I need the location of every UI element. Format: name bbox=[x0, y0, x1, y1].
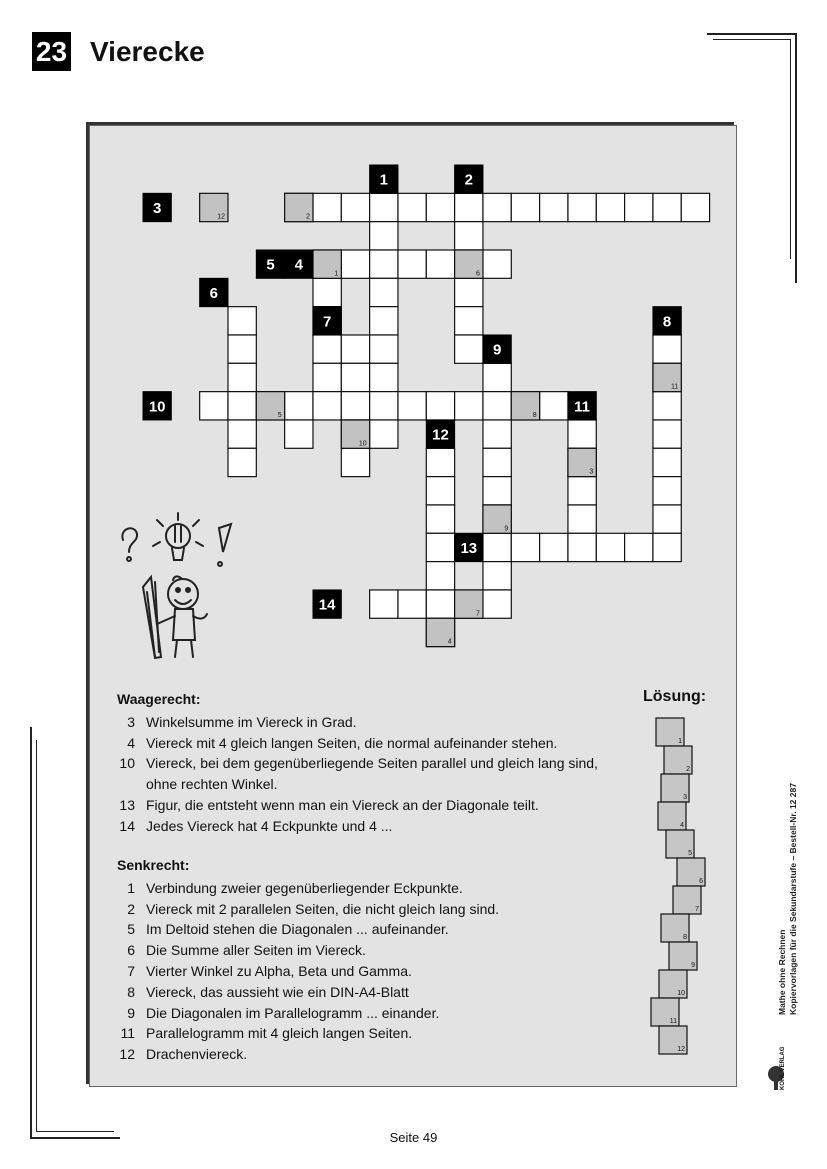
clue-item bbox=[117, 1023, 606, 1044]
crossword-cell[interactable] bbox=[653, 477, 681, 505]
crossword-cell[interactable] bbox=[426, 448, 454, 476]
solution-box-number: 3 bbox=[683, 794, 687, 801]
clue-text: Drachenviereck. bbox=[146, 1046, 248, 1063]
crossword-cell[interactable] bbox=[285, 392, 313, 420]
lightbulb-icon bbox=[166, 524, 190, 548]
clue-text: Verbindung zweier gegenüberliegender Eckpunkte. bbox=[146, 879, 463, 896]
frame-bottom-left-v2 bbox=[36, 740, 37, 1132]
across-clues bbox=[117, 689, 606, 837]
down-heading: Senkrecht: bbox=[117, 857, 190, 873]
solution-boxes bbox=[640, 710, 720, 1070]
frame-bottom-left-v bbox=[30, 727, 32, 1139]
crossword-cell[interactable] bbox=[568, 505, 596, 533]
kid-body bbox=[173, 609, 195, 640]
crossword-cell[interactable] bbox=[568, 533, 596, 561]
solution-index-label: 6 bbox=[476, 270, 480, 278]
solution-box-number: 7 bbox=[695, 906, 699, 913]
crossword-cell[interactable] bbox=[426, 193, 454, 221]
clue-number-label: 11 bbox=[574, 398, 591, 416]
clue-number-label: 13 bbox=[460, 539, 478, 557]
crossword-cell[interactable] bbox=[483, 562, 511, 590]
clue-number: 3 bbox=[127, 713, 135, 730]
crossword-cell[interactable] bbox=[398, 590, 426, 618]
clue-number: 6 bbox=[127, 942, 135, 959]
crossword-cell[interactable] bbox=[625, 193, 653, 221]
clue-number: 13 bbox=[119, 796, 135, 813]
clue-number-label: 14 bbox=[318, 596, 336, 614]
clue-number: 8 bbox=[127, 983, 135, 1000]
solution-index-label: 11 bbox=[670, 383, 679, 391]
solution-index-label: 4 bbox=[447, 638, 452, 646]
crossword-cell[interactable] bbox=[228, 335, 256, 363]
page-title: Vierecke bbox=[90, 36, 205, 67]
clue-number: 4 bbox=[127, 734, 135, 751]
publisher-name: KOHL VERLAG bbox=[780, 1046, 786, 1090]
solution-index-label: 1 bbox=[334, 270, 339, 278]
clue-number-label: 8 bbox=[662, 313, 672, 331]
crossword-cell[interactable] bbox=[483, 193, 511, 221]
clue-text: Viereck, das aussieht wie ein DIN-A4-Blatt bbox=[146, 983, 409, 1000]
crossword-cell[interactable] bbox=[200, 392, 228, 420]
crossword-cell[interactable] bbox=[653, 335, 681, 363]
solution-box-number: 4 bbox=[680, 822, 684, 829]
crossword-cell[interactable] bbox=[370, 420, 398, 448]
worksheet-number-badge: 23 bbox=[32, 32, 71, 71]
crossword-cell[interactable] bbox=[313, 335, 341, 363]
crossword-cell[interactable] bbox=[455, 278, 483, 306]
clue-number-label: 9 bbox=[492, 341, 502, 359]
crossword-cell[interactable] bbox=[483, 477, 511, 505]
clue-item bbox=[117, 982, 606, 1003]
solution-index-label: 2 bbox=[306, 213, 310, 221]
clue-item bbox=[117, 795, 606, 816]
clue-number: 10 bbox=[119, 755, 135, 772]
clue-item bbox=[117, 712, 606, 733]
crossword-cell[interactable] bbox=[370, 590, 398, 618]
crossword-cell[interactable] bbox=[426, 505, 454, 533]
clue-text: Figur, die entsteht wenn man ein Viereck an der Diagonale teilt. bbox=[146, 796, 539, 813]
clue-text: Die Summe aller Seiten im Viereck. bbox=[146, 942, 366, 959]
crossword-cell[interactable] bbox=[426, 477, 454, 505]
crossword-cell[interactable] bbox=[370, 250, 398, 278]
solution-index-label: 10 bbox=[358, 440, 367, 448]
thinking-kid-illustration bbox=[115, 512, 240, 660]
clue-number: 9 bbox=[127, 1004, 135, 1021]
crossword-cell[interactable] bbox=[341, 250, 369, 278]
crossword-cell[interactable] bbox=[228, 363, 256, 391]
crossword-cell[interactable] bbox=[341, 363, 369, 391]
crossword-cell[interactable] bbox=[483, 363, 511, 391]
clue-number: 14 bbox=[119, 817, 135, 834]
solution-index-label: 12 bbox=[217, 213, 225, 221]
crossword-cell[interactable] bbox=[653, 533, 681, 561]
clue-text: Viereck, bei dem gegenüberliegende Seiten parallel und gleich lang sind, ohne rechten Winkel. bbox=[146, 755, 598, 793]
solution-box-number: 9 bbox=[691, 962, 695, 969]
solution-box-number: 10 bbox=[677, 990, 685, 997]
clue-number: 11 bbox=[120, 1025, 135, 1042]
solution-label: Lösung: bbox=[643, 688, 707, 705]
crossword-cell[interactable] bbox=[426, 590, 454, 618]
solution-box-number: 6 bbox=[699, 878, 703, 885]
solution-index-label: 7 bbox=[476, 610, 480, 618]
solution-box-number: 12 bbox=[677, 1046, 685, 1053]
clue-item bbox=[117, 733, 606, 754]
clue-number: 7 bbox=[127, 962, 135, 979]
clue-number: 12 bbox=[119, 1046, 135, 1063]
crossword-cell[interactable] bbox=[483, 448, 511, 476]
crossword-cell[interactable] bbox=[455, 335, 483, 363]
crossword-cell[interactable] bbox=[341, 193, 369, 221]
crossword-cell[interactable] bbox=[483, 420, 511, 448]
clue-number-label: 2 bbox=[464, 171, 473, 189]
crossword-cell[interactable] bbox=[370, 335, 398, 363]
crossword-cell[interactable] bbox=[285, 420, 313, 448]
crossword-cell[interactable] bbox=[426, 392, 454, 420]
clue-text: Viereck mit 2 parallelen Seiten, die nicht gleich lang sind. bbox=[146, 900, 500, 917]
crossword-cell[interactable] bbox=[568, 477, 596, 505]
crossword-cell[interactable] bbox=[653, 193, 681, 221]
crossword-cell[interactable] bbox=[370, 392, 398, 420]
question-mark-dot bbox=[127, 557, 131, 561]
solution-index-label: 8 bbox=[532, 411, 537, 419]
publisher-sidebar bbox=[777, 740, 817, 1020]
solution-box-number: 1 bbox=[678, 738, 682, 745]
clue-number-label: 12 bbox=[432, 426, 449, 444]
clue-number-label: 1 bbox=[379, 171, 388, 189]
clue-number-label: 10 bbox=[148, 398, 166, 416]
crossword-cell[interactable] bbox=[370, 193, 398, 221]
crossword-cell[interactable] bbox=[398, 193, 426, 221]
crossword-cell[interactable] bbox=[398, 250, 426, 278]
clue-text: Jedes Viereck hat 4 Eckpunkte und 4 ... bbox=[146, 817, 393, 834]
clue-item bbox=[117, 1003, 606, 1024]
crossword-cell[interactable] bbox=[540, 193, 568, 221]
across-heading: Waagerecht: bbox=[117, 691, 201, 707]
crossword-cell[interactable] bbox=[341, 392, 369, 420]
crossword-cell[interactable] bbox=[483, 392, 511, 420]
clue-text: Vierter Winkel zu Alpha, Beta und Gamma. bbox=[146, 962, 412, 979]
clue-number-label: 4 bbox=[294, 256, 303, 274]
crossword-cell[interactable] bbox=[398, 392, 426, 420]
clue-number: 2 bbox=[127, 900, 135, 917]
clue-text: Die Diagonalen im Parallelogramm ... einander. bbox=[146, 1004, 440, 1021]
crossword-cell[interactable] bbox=[370, 278, 398, 306]
clue-number-label: 6 bbox=[209, 284, 218, 302]
crossword-cell[interactable] bbox=[653, 420, 681, 448]
crossword-cell[interactable] bbox=[540, 533, 568, 561]
clue-item bbox=[117, 899, 606, 920]
page-number: Seite 49 bbox=[389, 1130, 438, 1145]
crossword-cell[interactable] bbox=[228, 448, 256, 476]
crossword-cell[interactable] bbox=[426, 562, 454, 590]
crossword-cell[interactable] bbox=[426, 533, 454, 561]
clue-number-label: 3 bbox=[152, 199, 162, 217]
crossword-cell[interactable] bbox=[653, 392, 681, 420]
crossword-cell[interactable] bbox=[341, 448, 369, 476]
crossword-cell[interactable] bbox=[313, 363, 341, 391]
clue-item bbox=[117, 753, 606, 795]
solution-box-number: 11 bbox=[669, 1018, 677, 1025]
crossword-cell[interactable] bbox=[313, 193, 341, 221]
clue-text: Winkelsumme im Viereck in Grad. bbox=[146, 713, 357, 730]
question-mark-icon bbox=[122, 528, 137, 552]
crossword-cell[interactable] bbox=[370, 363, 398, 391]
crossword-cell[interactable] bbox=[370, 307, 398, 335]
crossword-cell[interactable] bbox=[313, 278, 341, 306]
crossword-cell[interactable] bbox=[568, 420, 596, 448]
crossword-cell[interactable] bbox=[228, 307, 256, 335]
crossword-cell[interactable] bbox=[681, 193, 709, 221]
crossword-cell[interactable] bbox=[455, 193, 483, 221]
crossword-cell[interactable] bbox=[455, 307, 483, 335]
crossword-cell[interactable] bbox=[596, 533, 624, 561]
clue-number: 1 bbox=[127, 879, 135, 896]
clue-text: Viereck mit 4 gleich langen Seiten, die normal aufeinander stehen. bbox=[146, 734, 558, 751]
clue-item bbox=[117, 1044, 606, 1065]
solution-index-label: 3 bbox=[589, 468, 594, 476]
crossword-cell[interactable] bbox=[483, 533, 511, 561]
publisher-logo bbox=[766, 1046, 794, 1094]
crossword-cell[interactable] bbox=[228, 420, 256, 448]
crossword-cell[interactable] bbox=[511, 193, 539, 221]
clue-number-label: 7 bbox=[322, 313, 332, 331]
crossword-cell[interactable] bbox=[511, 533, 539, 561]
clue-text: Parallelogramm mit 4 gleich langen Seiten. bbox=[146, 1025, 413, 1042]
crossword-cell[interactable] bbox=[625, 533, 653, 561]
solution-index-label: 9 bbox=[504, 525, 509, 533]
clue-item bbox=[117, 919, 606, 940]
clue-number-label: 5 bbox=[266, 256, 275, 274]
crossword-cell[interactable] bbox=[540, 392, 568, 420]
crossword-cell[interactable] bbox=[596, 193, 624, 221]
exclamation-mark-icon bbox=[219, 524, 231, 552]
crossword-cell[interactable] bbox=[313, 392, 341, 420]
down-clues bbox=[117, 855, 606, 1065]
crossword-cell[interactable] bbox=[455, 222, 483, 250]
crossword-cell[interactable] bbox=[568, 193, 596, 221]
crossword-cell[interactable] bbox=[341, 335, 369, 363]
clue-item bbox=[117, 940, 606, 961]
crossword-cell[interactable] bbox=[370, 222, 398, 250]
solution-box-number: 5 bbox=[688, 850, 692, 857]
solution-index-label: 5 bbox=[277, 411, 282, 419]
clue-item bbox=[117, 961, 606, 982]
crossword-cell[interactable] bbox=[426, 250, 454, 278]
crossword-cell[interactable] bbox=[653, 505, 681, 533]
crossword-cell[interactable] bbox=[653, 448, 681, 476]
sidebar-series-title: Mathe ohne Rechnen bbox=[777, 929, 787, 1015]
crossword-cell[interactable] bbox=[228, 392, 256, 420]
clue-number: 5 bbox=[127, 921, 135, 938]
solution-box-number: 2 bbox=[686, 766, 690, 773]
solution-box-number: 8 bbox=[683, 934, 687, 941]
crossword-cell[interactable] bbox=[455, 392, 483, 420]
clue-item bbox=[117, 878, 606, 899]
clue-item bbox=[117, 816, 606, 837]
clue-text: Im Deltoid stehen die Diagonalen ... aufeinander. bbox=[146, 921, 449, 938]
crossword-cell[interactable] bbox=[483, 590, 511, 618]
sidebar-order-info: Kopiervorlagen für die Sekundarstufe – Bestell-Nr. 12 287 bbox=[788, 783, 798, 1015]
crossword-cell[interactable] bbox=[483, 250, 511, 278]
